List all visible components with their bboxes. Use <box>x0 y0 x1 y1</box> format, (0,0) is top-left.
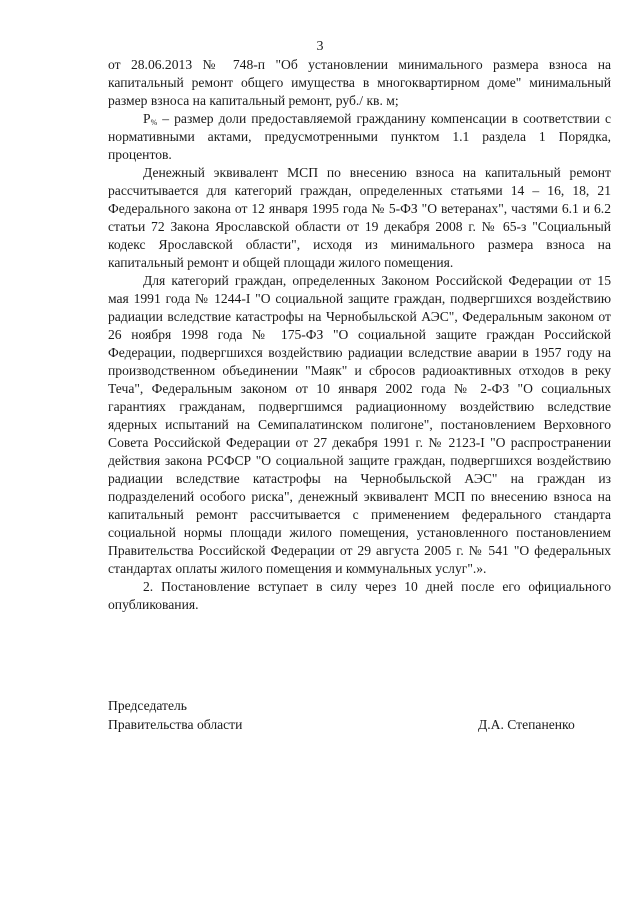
signature-title-line-2: Правительства области <box>108 717 243 732</box>
signature-title <box>108 696 242 734</box>
paragraph-2 <box>108 110 611 164</box>
paragraph-2-text: – размер доли предоставляемой гражданину компенсации в соответствии с нормативными актами, предусмотренными пунктом 1.1 раздела 1 Порядка, процентов. <box>108 111 611 162</box>
paragraph-3: Денежный эквивалент МСП по внесению взноса на капитальный ремонт рассчитывается для категорий граждан, определенных статьями 14 – 16, 18, 21 Федерального закона от 12 января 1995 года № 5-ФЗ "О ветеранах", частями 6.1 и 6.2 статьи 72 Закона Ярославской области от 19 декабря 2008 г. № 65-з "Социальный кодекс Ярославской области", исходя из минимального размера взноса на капитальный ремонт и общей площади жилого помещения. <box>108 165 611 270</box>
signature-name: Д.А. Степаненко <box>478 717 575 732</box>
paragraph-1: от 28.06.2013 № 748-п "Об установлении минимального размера взноса на капитальный ремонт общего имущества в многоквартирном доме" минимальный размер взноса на капитальный ремонт, руб./ кв. м; <box>108 57 611 108</box>
body-text <box>108 56 611 614</box>
signature-title-line-1: Председатель <box>108 698 187 713</box>
paragraph-5: 2. Постановление вступает в силу через 10 дней после его официального опубликования. <box>108 579 611 612</box>
paragraph-4: Для категорий граждан, определенных Законом Российской Федерации от 15 мая 1991 года № 1244-I "О социальной защите граждан, подвергшихся воздействию радиации вследствие катастрофы на Чернобыльской АЭС", Федеральным законом от 26 ноября 1998 года № 175-ФЗ "О социальной защите граждан Российской Федерации, подвергшихся воздействию радиации вследствие аварии в 1957 году на производственном объединении "Маяк" и сбросов радиоактивных отходов в реку Теча", Федеральным законом от 10 января 2002 года № 2-ФЗ "О социальных гарантиях гражданам, подвергшимся радиационному воздействию вследствие ядерных испытаний на Семипалатинском полигоне", постановлением Верховного Совета Российской Федерации от 27 декабря 1991 г. № 2123-I "О распространении действия закона РСФСР "О социальной защите граждан, подвергшихся воздействию радиации вследствие катастрофы на Чернобыльской АЭС" на граждан из подразделений особого риска", денежный эквивалент МСП по внесению взноса на капитальный ремонт рассчитывается с применением федерального стандарта социальной нормы площади жилого помещения, установленного постановлением Правительства Российской Федерации от 29 августа 2005 г. № 541 "О федеральных стандартах оплаты жилого помещения и коммунальных услуг".». <box>108 273 611 576</box>
formula-subscript: % <box>150 118 158 127</box>
page-number: 3 <box>316 39 324 54</box>
formula-symbol: P <box>143 111 151 126</box>
